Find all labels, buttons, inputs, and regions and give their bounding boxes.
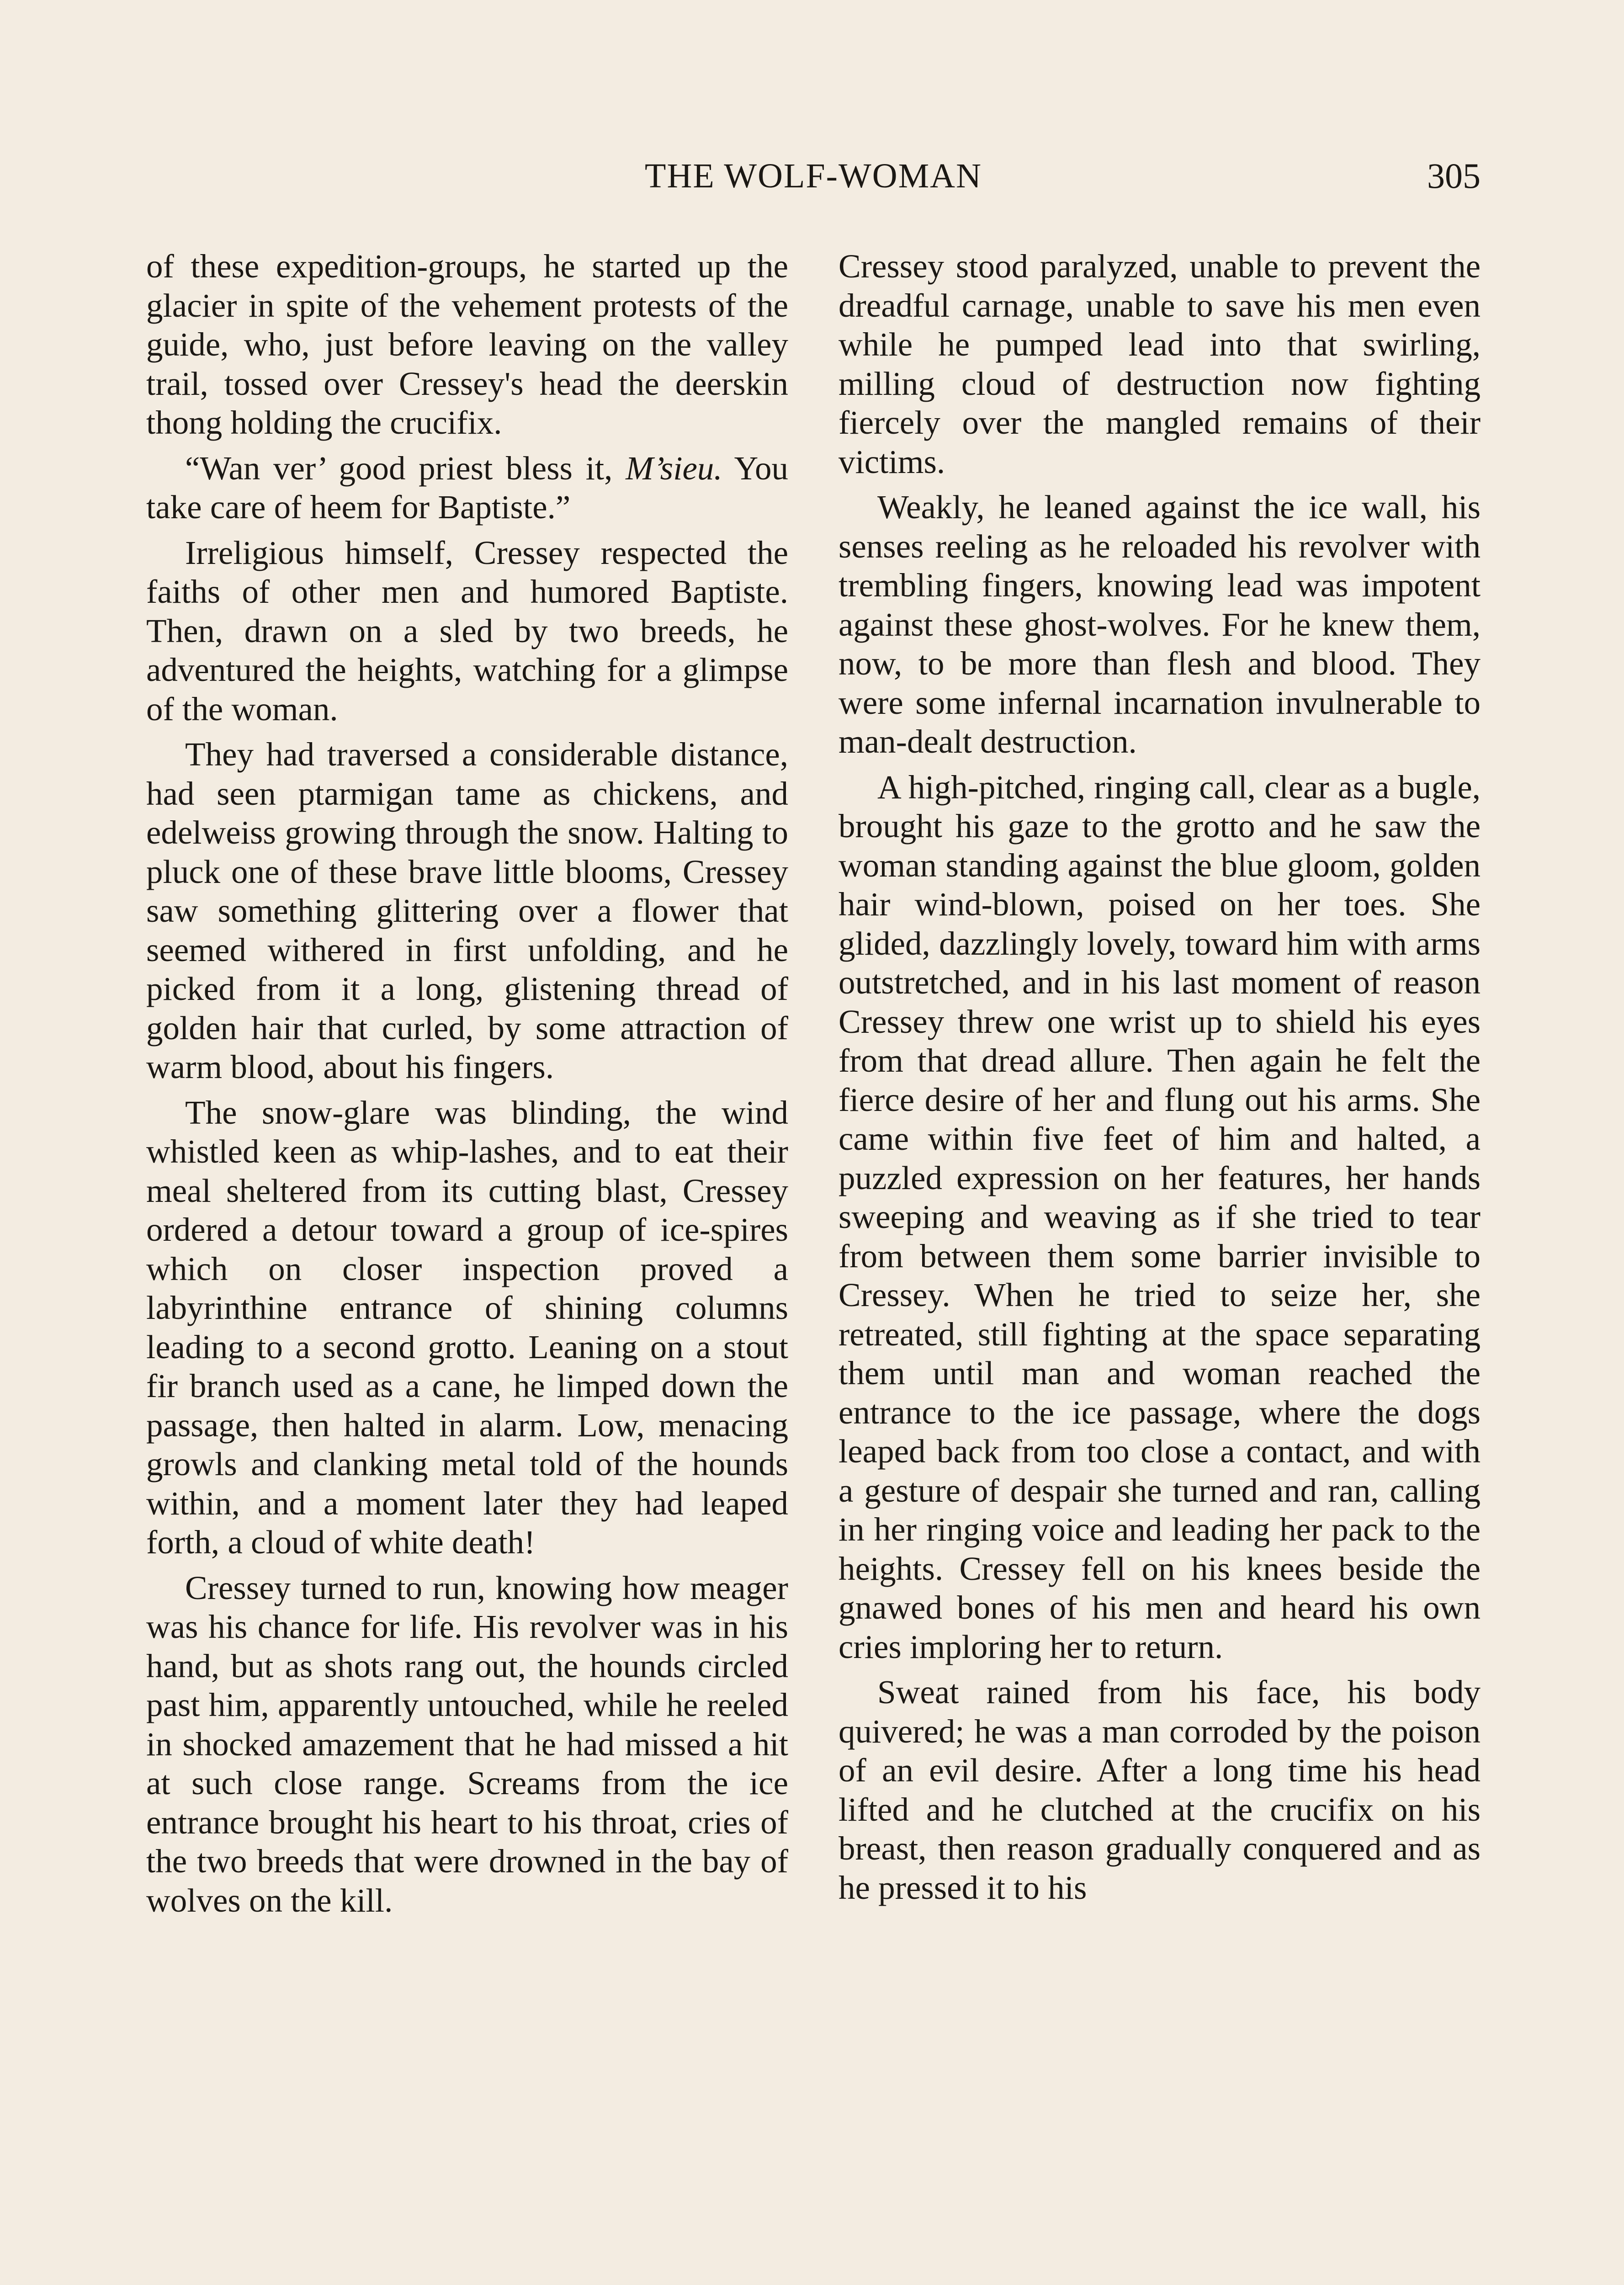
- paragraph: They had traversed a considerable distance, had seen ptarmigan tame as chickens, and edelweiss growing through the snow. Halting to pluck one of these brave little blooms, Cressey saw something glittering over a flower that seemed withered in first unfolding, and he picked from it a long, glistening thread of golden hair that curled, by some attraction of warm blood, about his fingers.: [146, 736, 788, 1085]
- quote-end: You take care of heem for Baptiste.”: [146, 449, 788, 526]
- quote-start: “Wan ver’ good priest bless it,: [185, 449, 613, 487]
- paragraph-quote: [146, 449, 788, 527]
- running-head: [146, 151, 1481, 201]
- paragraph: A high-pitched, ringing call, clear as a bugle, brought his gaze to the grotto and he saw the woman standing against the blue gloom, golden hair wind-blown, poised on her toes. She glided, dazzlingly lovely, toward him with arms outstretched, and in his last moment of reason Cressey threw one wrist up to shield his eyes from that dread allure. Then again he felt the fierce desire of her and flung out his arms. She came within five feet of him and halted, a puzzled expression on her features, her hands sweeping and weaving as if she tried to tear from between them some barrier invisible to Cressey. When he tried to seize her, she retreated, still fighting at the space separating them until man and woman reached the entrance to the ice passage, where the dogs leaped back from too close a contact, and with a gesture of despair she turned and ran, calling in her ringing voice and leading her pack to the heights. Cressey fell on his knees beside the gnawed bones of his men and heard his own cries imploring her to return.: [839, 768, 1481, 1665]
- paragraph: of these expedition-groups, he started up the glacier in spite of the vehement protests of the guide, who, just before leaving on the valley trail, tossed over Cressey's head the deerskin thong holding the crucifix.: [146, 248, 788, 441]
- page-number: 305: [1427, 156, 1481, 196]
- paragraph: Cressey stood paralyzed, unable to prevent the dreadful carnage, unable to save his men even while he pumped lead into that swirling, milling cloud of destruction now fighting fiercely over the mangled remains of their victims.: [839, 248, 1481, 480]
- right-column: [839, 247, 1481, 2285]
- paragraph: Cressey turned to run, knowing how meager was his chance for life. His revolver was in his hand, but as shots rang out, the hounds circled past him, apparently untouched, while he reeled in shocked amazement that he had missed a hit at such close range. Screams from the ice entrance brought his heart to his throat, cries of the two breeds that were drowned in the bay of wolves on the kill.: [146, 1569, 788, 1919]
- running-title: THE WOLF-WOMAN: [645, 157, 982, 195]
- paragraph: Sweat rained from his face, his body quivered; he was a man corroded by the poison of an evil desire. After a long time his head lifted and he clutched at the crucifix on his breast, then reason gradually conquered and as he pressed it to his: [839, 1674, 1481, 1906]
- paragraph: Weakly, he leaned against the ice wall, his senses reeling as he reloaded his revolver with trembling fingers, knowing lead was impotent against these ghost-wolves. For he knew them, now, to be more than flesh and blood. They were some infernal incarnation invulnerable to man-dealt destruction.: [839, 489, 1481, 760]
- paragraph: The snow-glare was blinding, the wind whistled keen as whip-lashes, and to eat their meal sheltered from its cutting blast, Cressey ordered a detour toward a group of ice-spires which on closer inspection proved a labyrinthine entrance of shining columns leading to a second grotto. Leaning on a stout fir branch used as a cane, he limped down the passage, then halted in alarm. Low, menacing growls and clanking metal told of the hounds within, and a moment later they had leaped forth, a cloud of white death!: [146, 1094, 788, 1561]
- paragraph: Irreligious himself, Cressey respected the faiths of other men and humored Baptiste. Then, drawn on a sled by two breeds, he adventured the heights, watching for a glimpse of the woman.: [146, 534, 788, 728]
- text-columns: [146, 247, 1481, 2285]
- quote-italic: M’sieu.: [626, 449, 722, 487]
- left-column: [146, 247, 788, 2285]
